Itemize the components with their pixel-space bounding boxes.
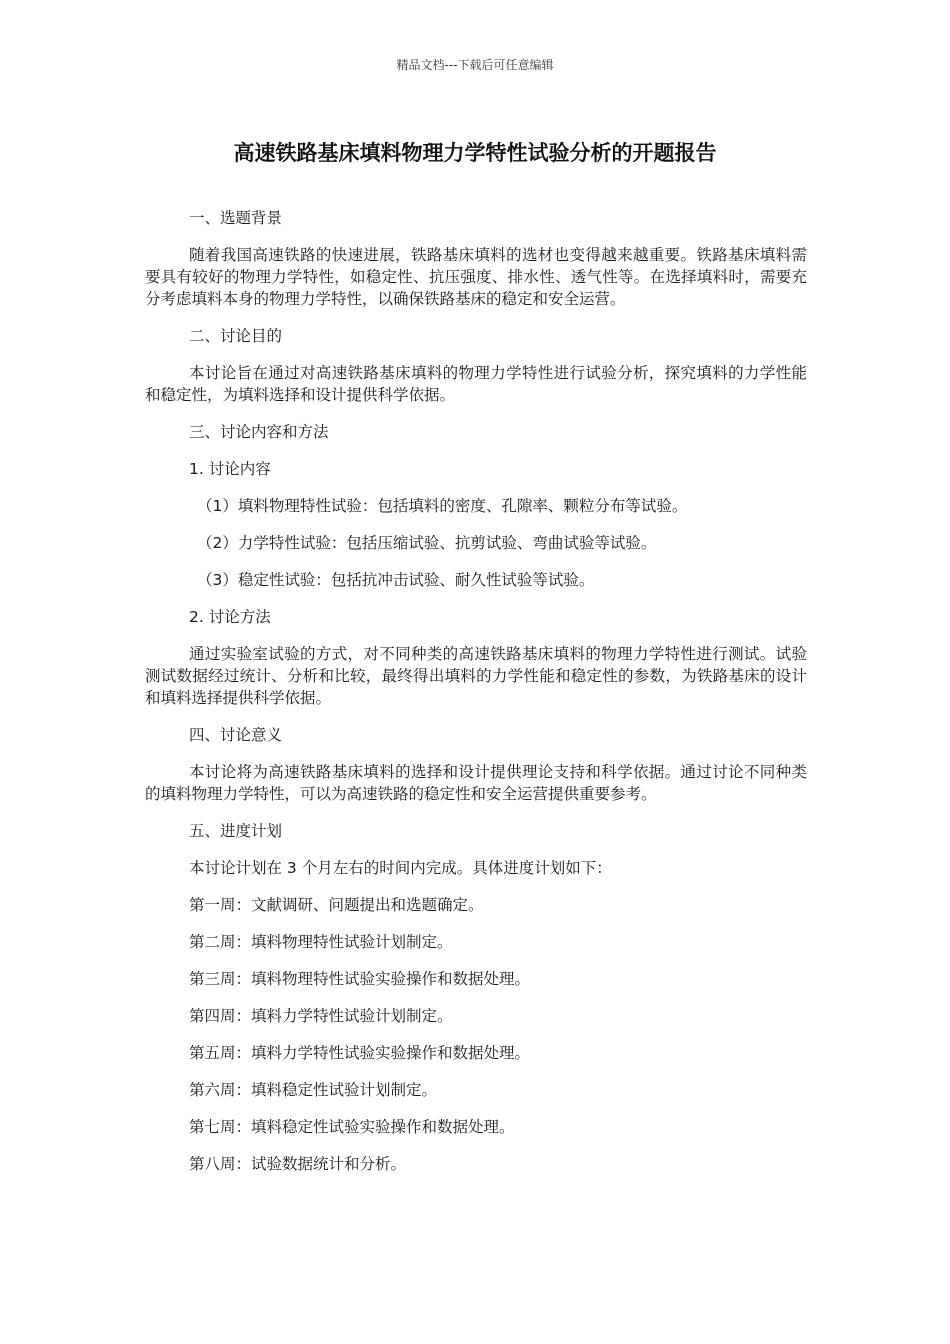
list-item: （2）力学特性试验：包括压缩试验、抗剪试验、弯曲试验等试验。 [197,534,657,552]
schedule-week: 第六周：填料稳定性试验计划制定。 [189,1081,438,1099]
schedule-week: 第一周：文献调研、问题提出和选题确定。 [189,896,484,914]
subheading-content: 1. 讨论内容 [189,460,271,478]
section-heading-significance: 四、讨论意义 [189,726,283,744]
schedule-week: 第八周：试验数据统计和分析。 [189,1155,407,1173]
page-header-watermark: 精品文档---下载后可任意编辑 [396,58,554,72]
section-heading-content-method: 三、讨论内容和方法 [189,423,329,441]
schedule-intro: 本讨论计划在 3 个月左右的时间内完成。具体进度计划如下： [189,859,612,877]
document-title: 高速铁路基床填料物理力学特性试验分析的开题报告 [233,141,717,165]
schedule-week: 第七周：填料稳定性试验实验操作和数据处理。 [189,1118,515,1136]
paragraph-background: 随着我国高速铁路的快速进展，铁路基床填料的选材也变得越来越重要。铁路基床填料需要具有较好的物理力学特性，如稳定性、抗压强度、排水性、透气性等。在选择填料时，需要充分考虑填料本身的物理力学特性，以确保铁路基床的稳定和安全运营。 [145,246,807,308]
schedule-week: 第五周：填料力学特性试验实验操作和数据处理。 [189,1044,531,1062]
section-heading-purpose: 二、讨论目的 [189,327,283,345]
document-body [145,207,807,1190]
paragraph-method: 通过实验室试验的方式，对不同种类的高速铁路基床填料的物理力学特性进行测试。试验测试数据经过统计、分析和比较，最终得出填料的力学性能和稳定性的参数，为铁路基床的设计和填料选择提供科学依据。 [145,645,807,707]
list-item: （3）稳定性试验：包括抗冲击试验、耐久性试验等试验。 [197,571,595,589]
subheading-method: 2. 讨论方法 [189,608,271,626]
paragraph-significance: 本讨论将为高速铁路基床填料的选择和设计提供理论支持和科学依据。通过讨论不同种类的填料物理力学特性，可以为高速铁路的稳定性和安全运营提供重要参考。 [145,763,807,803]
section-heading-background: 一、选题背景 [189,209,283,227]
section-heading-schedule: 五、进度计划 [189,822,283,840]
schedule-week: 第三周：填料物理特性试验实验操作和数据处理。 [189,970,531,988]
list-item: （1）填料物理特性试验：包括填料的密度、孔隙率、颗粒分布等试验。 [197,497,688,515]
paragraph-purpose: 本讨论旨在通过对高速铁路基床填料的物理力学特性进行试验分析，探究填料的力学性能和稳定性，为填料选择和设计提供科学依据。 [145,364,807,404]
schedule-week: 第二周：填料物理特性试验计划制定。 [189,933,453,951]
schedule-week: 第四周：填料力学特性试验计划制定。 [189,1007,453,1025]
